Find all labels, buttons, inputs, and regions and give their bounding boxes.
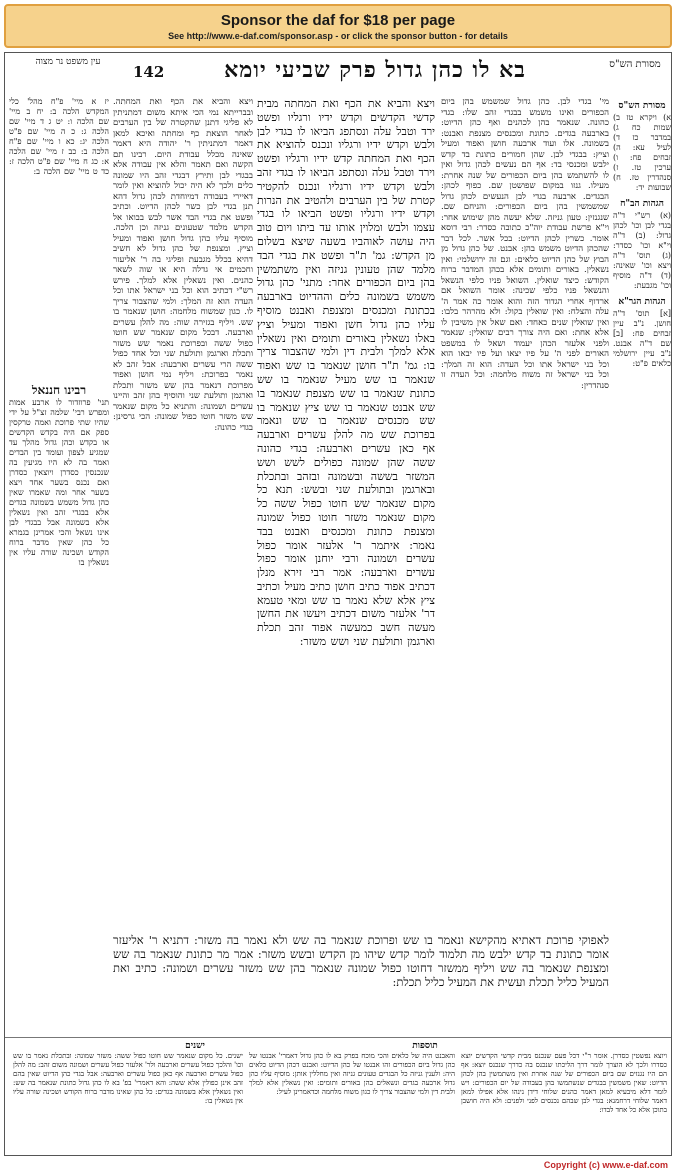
mesoret-label: מסורת הש"ס [609,59,661,70]
ein-mishpat-label: עין משפט נר מצוה [35,57,101,67]
bottom-commentary-right: ויוצא נפשטין כסדרן. אומר ר"י דכל פעם שנכנס מבית קדשי הקדשים יוצא כסדרו ולכך לא הוצרך לומר דרך הליכתו שנכנס בה כדרך שנכנס יוצא: אף הם היו נגנזים שם ביום הכפורים של שנה אחרת ואין משתמשין בהן לכהן הדיוט: שאין משמשין בבגדים שנשתמשו בהן בעבודה של יום הכפורים: ויש לומר דלא מיבעיא למאן דאמר כהנים שלוחי דידן נינהו אלא אפילו למאן דאמר שלוחי דרחמנא: בגדי לבן שבהם נכנסים לפני ולפנים: ולא היה חושבן בתוכן אלא כל אחד לבדו: [461,1052,667,1114]
mesoret-text: א) ויקרא טז ב) שמות כח ג) במדבר כז ד) לעיל עא: ה) זבחים פח: ו) ערכין טז. ז) סנהדרין טז. ח) שבועות יד: [613,113,671,192]
banner-title[interactable]: Sponsor the daf for $18 per page [220,12,456,29]
bottom-yeshanim-title: ישנים [185,1041,205,1051]
hagahot-heading: הגהות הב"ח [620,199,664,209]
gemara-text: ויצא והביא את הכף ואת המחתה מבית קדשי הקדשים וקדש ידיו ורגליו ופשט ירד וטבל עלה ונסתפג הביאו לו בגדי לבן ולבש וקדש ידיו ורגליו ונכנס להוציא את הכף ואת המחתה קדש ידיו ורגליו ופשט וירד וטבל עלה ונסתפג הביאו לו בגדי זהב ולבש וקדש ידיו ורגליו ונכנס להקטיר קטרת של בין הערבים ולהטיב את הנרות וקדש ידיו ורגליו ופשט הביאו לו בגדי עצמו ולבש ומלוין אותו עד ביתו ויום טוב היה עושה לאוהביו בשעה שיצא בשלום מן הקדש: גמ' ת"ר ופשט את בגדי הבד מלמד שהן טעונין גניזה ואין משתמשין בהן ביום הכפורים אחר: מתני' כהן גדול משמש בשמונה כלים וההדיוט בארבעה בכתונת ומכנסים ומצנפת ואבנט מוסיף עליו כהן גדול חשן ואפוד ומעיל וציץ באלו נשאלין באורים ותומים ואין נשאלין אלא למלך ולבית דין ולמי שהצבור צריך בו: גמ' ת"ר חושן שנאמר בו שש ואפוד שנאמר בו שש מעיל שנאמר בו שש כתונת שנאמר בו שש מצנפת שנאמר בו שש אבנט שנאמר בו שש ציץ שנאמר בו שש מכנסים שנאמר בו שש ונאמר בפרוכת שש מה להלן עשרים וארבעה אף כאן עשרים וארבעה: בגדי כהונה ששה שהן שמונה כפולים לשש ושש המשזר בששה ובשמונה ובזהב ובתכלת ובארגמן ובתולעת שני ובשש: תנא כל מקום שנאמר שש חוטו כפול ששה כל מקום שנאמר משזר חוטו כפול שמונה ומצנפת כתונת ומכנסים ואבנט בבד נאמר: איתמר ר' אלעזר אומר כפול עשרים ושמונה ורבי יוחנן אומר כפול עשרים וארבעה: אמר רבי זירא מנלן דכתיב אפוד כתיב חושן כתיב מעיל וכתיב ציץ אלא שלא נאמר בו שש ומאי טעמא דר' אלעזר משום דכתיב ויעשו את החשן מעשה חשב כמעשה אפוד זהב תכלת וארגמן ותולעת שני ושש משזר: [257,97,435,649]
running-head: בא לו כהן גדול פרק שביעי יומא [224,57,526,83]
page-header [5,53,672,93]
bottom-commentary [5,1037,672,1155]
rabbeinu-chananel-text: תני' פרוזדור לו ארבע אמות ומפרש רבי' שלמה זצ"ל על ידי שהיו שתי פרוכת ואמה טרקסין ספק אם היה בקדש הקדשים או בקדש וכהן גדול מהלך עד שמגיע לצפון ועומד בין הבדים ואמר בה לא היו מגיעין בה שנכנסין כסדרן ויוצאין כסדרן ואם נכנס בשער אחד ויצא בשער אחר ומה שאמרו שאין כהן גדול משמש בשמונה בגדים אלא בבגדי זהב ואין נשאלין אלא בשמונה אבל בבגדי לבן אינו נשאל והכי אמרינן בגמרא כל כהן שאין מדבר ברוח הקודש ושכינה שורה עליו אין נשאלין בו [9,398,109,567]
talmud-page [4,52,672,1156]
rashi-column [441,97,609,1065]
banner-subtitle[interactable]: See http://www.e-daf.com/sponsor.asp - or click the sponsor button - for details [168,31,508,41]
rashi-text: מי' בגדי לבן. כהן גדול שמשמש בהן ביום הכפורים ואינו משמש בבגדי זהב שלו: בגדי כהונה. שנאמר בהן לכהנים ואף כהן הדיוט: בארבעה בגדים. כתונת ומכנסים מצנפת ואבנט: בשמונה. אלו ועוד ארבעה חושן ואפוד ומעיל וציץ: בבגדי לבן. שהן חמורים כתונת בד קדש ילבש ומכנסי בד: אף הם נעשים לכהן גדול ואין לו להשתמש בהן ביום הכפורים של שנה אחרת: מעילו. גנזו במקום שפושטן שם. כפוף לכהן: הבגדים. ארבעה בגדי לבן הנעשים לכהן גדול שמשמשין בהן ביום הכפורים: והניחם שם. שנגנזין: טעון גניזה. שלא יעשה מהן שימוש אחר: וי"א פרשת עבודת יוה"כ כתובה כסדר: רבי דוסא אומר. כשרין לכהן הדיוט: בכל אשר. לכל דבר שהכהן הדיוט משמש בהן: אבנט. של כהן גדול מן הבוץ של כהן הדיוט כלאים: וגם זה ירושלמי: ואין נשאלין. באורים ותומים אלא בכהן המדבר ברוח הקודש: כיצד שואלין. השואל פניו כלפי הנשאל והנשאל פניו כלפי שכינה: אומר השואל אם ארדוף אחרי הגדוד הזה והוא אומר כה אמר ה' עלה והצלח: ואין שואלין בקול: ולא מהרהר בלבו: ואין שואלין שנים כאחד: ואם שאל אין משיבין לו אלא אחת: ואם היה צורך רבים שואלין: שנאמר ולפני אלעזר הכהן יעמוד ושאל לו במשפט האורים לפני ה' על פיו יצאו ועל פיו יבאו הוא וכל בני ישראל אתו וכל העדה: הוא זה המלך: וכל בני ישראל זה משוח מלחמה: וכל העדה זו סנהדרין: [441,97,609,391]
bottom-commentary-left: ישנים. כל מקום שנאמר שש חוטו כפול ששה: משזר שמונה: ובתכלת נאמר בו שש וכו' והלכך כפול עשרים וארבעה ולר' אלעזר כפול עשרים ושמונה משום זהב: מה להלן כפול עשרים וארבעה אף כאן כפול עשרים וארבעה: אבל בגדי כהן הדיוט שאין בהם זהב אינן כפולין אלא ששה: והא דאמרי' בפ' בא לו כהן גדול כתונת שנאמר בה שש: ואין נשאלין אלא בשמונה בגדים: כל כהן שאינו מדבר ברוח הקודש ושכינה שורה עליו אין נשאלין בו: [13,1052,243,1105]
ein-mishpat-text: יז א מיי' פ"ח מהל' כלי המקדש הלכה ב: יח ב מיי' שם הלכה ו: יט ג ד מיי' שם הלכה ג: כ ה מיי' שם פ"ט הלכה יג: כא ו מיי' שם פ"ח הלכה ב: כב ז מיי' שם הלכה א: כג ח מיי' שם פ"ט הלכה ז: כד ט מיי' שם הלכה ב: [9,97,109,176]
bottom-commentary-middle: והאבנט היה של כלאים והכי מוכח בפרק בא לו כהן גדול דאמרי' אבנטו של כהן גדול ביום הכפורים זהו אבנטו של כהן הדיוט: ואבנט דכהן הדיוט כלאים היה: ולענין גניזה כל הבגדים טעונים גניזה ואין מחללין אותן: מוסיף עליו כהן גדול ארבעה בגדים ונשאלים בהן באורים ותומים: ואין נשאלין אלא למלך ולבית דין ולמי שהצבור צריך לו כגון משוח מלחמה וכדאמרינן לעיל: [249,1052,455,1096]
mesoret-column [613,97,671,777]
copyright-notice: Copyright (c) www.e-daf.com [543,1160,668,1170]
hagahot-text: (א) רש"י ד"ה בגדי לבן וכו' לכהן גדול: (ב) ד"ה וי"א וכו' כסדר: (ג) תוס' ד"ה ויצא וכו' שאינה: (ד) ד"ה מוסיף וכו' מגבעת: [613,211,671,290]
tosafos-text: ויצא והביא את הכף ואת המחתה. ובברייתא נמי הכי איתא משום דמתניתין לא פליגי דתנן שהקטרה של בין הערבים לאחר הוצאת כף ומחתה ואיכא למאן דאמר דמתניתין ר' יהודה היא דאמר שאינה מכלל עבודת היום. רבינו תם הקשה ואם תאמר והלא אין עבודה אלא בבגדי לבן ותירץ דבגדי זהב היו שמונה כלים ולכך לא היה יכול להוציא ואין לומר דאיירי בעבודה דמיוחדת לכהן גדול דהא תנן בגדי לבן כשר לכהן הדיוט. וכתיב ופשט את בגדי הבד אשר לבש בבואו אל הקדש מלמד שטעונים גניזה וכן הלכה. מוסיף עליו כהן גדול חושן ואפוד ומעיל וציץ. ומצנפת של כהן גדול לא חשיב דהיא בכלל מגבעת ופליגי בה ר' אליעזר וחכמים אי גדלה היא או שוה לשאר כהנים. ואין נשאלין אלא למלך. פירש רש"י דכתיב הוא וכל בני ישראל אתו וכל העדה הוא זה המלך: ולמי שהצבור צריך לו. כגון שמשוח מלחמה: חושן שנאמר בו שש. ויליף בגזירה שוה: מה להלן עשרים וארבעה. דבכל מקום שנאמר שש חוטו כפול ששה ובפרוכת נאמר שש משזר ותכלת וארגמן ותולעת שני וכל אחד כפול ששה הרי עשרים וארבעה: אבל זהב לא נאמר בפרוכת: ויליף נמי חושן ואפוד מפרוכת דנאמר בהן שש משזר ותכלת וארגמן ותולעת שני והוסיף בהן זהב והיינו עשרים ושמונה: והתניא כל מקום שנאמר שש משזר חוטו כפול שמונה: הכי גרסינן: בגדי כהונה: [113,97,253,433]
sponsor-banner[interactable] [4,4,672,48]
page-number: 142 [133,63,165,81]
hagahot-gra-heading: הגהות הגר"א [618,297,666,307]
hagahot-gra-text: [א] תוס' ד"ה חושן. נ"ב עיין זבחים פח: [ב] שם ד"ה אבנט. נ"ב עיין ירושלמי כלאים פ"ט: [613,309,671,368]
gemara-bottom-text: לאפוקי פרוכת דאתיא מהקישא ונאמר בו שש ופרוכת שנאמר בה שש ולא נאמר בה משזר: דתניא ר' אליעזר אומר כתונת בד קדש ילבש מה תלמוד לומר קדש שיהו מן הקדש ובשש משזר: אמר מר כתונת שנאמר בה שש ומצנפת שנאמר בה שש ויליף ממשזר דחוטו כפול שמונה שנאמר בהן שש משזר עשרים ושמונה: כתיב ואת המעיל כליל תכלת ועשית את המעיל כליל תכלת: [113,933,609,989]
mesoret-heading: מסורת הש"ס [618,101,666,111]
rabbeinu-chananel-heading: רבינו חננאל [31,385,87,397]
bottom-tosafos-title: תוספות [412,1041,438,1051]
